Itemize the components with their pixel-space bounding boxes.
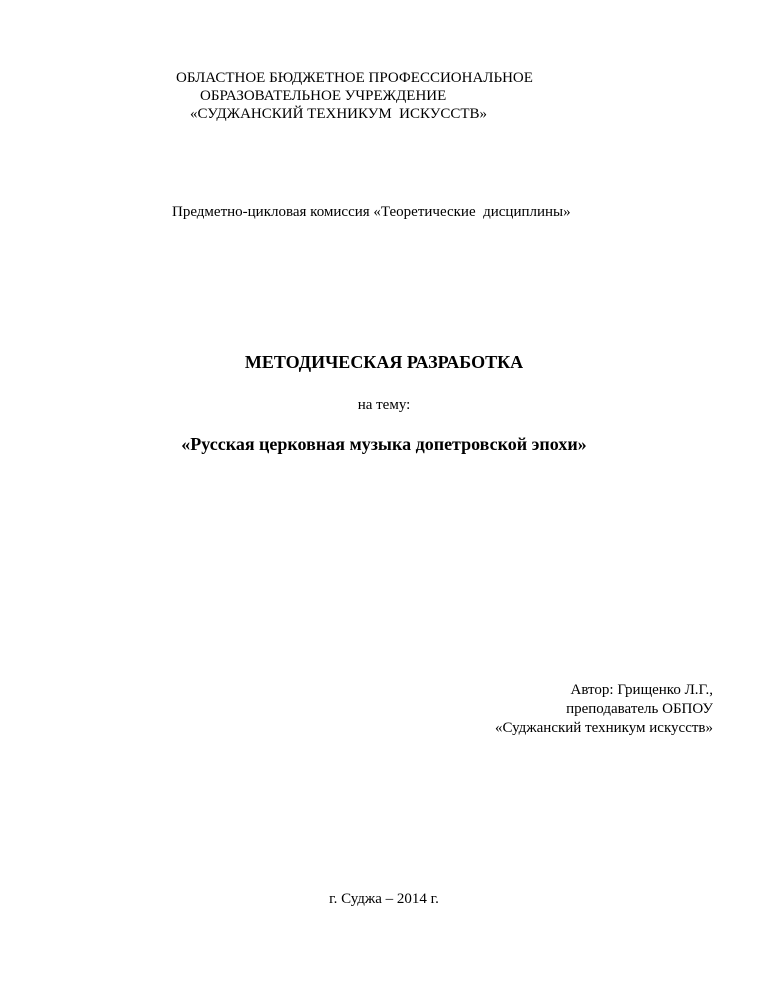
author-name: Автор: Грищенко Л.Г.,: [570, 682, 713, 698]
subject-prefix: на тему:: [357, 397, 411, 413]
header-institution-line-2: ОБРАЗОВАТЕЛЬНОЕ УЧРЕЖДЕНИЕ: [200, 88, 447, 104]
place-and-year: г. Суджа – 2014 г.: [329, 891, 439, 907]
header-institution-line-3: «СУДЖАНСКИЙ ТЕХНИКУМ ИСКУССТВ»: [190, 106, 487, 122]
header-institution-line-1: ОБЛАСТНОЕ БЮДЖЕТНОЕ ПРОФЕССИОНАЛЬНОЕ: [176, 70, 533, 86]
document-subject: «Русская церковная музыка допетровской эпохи»: [181, 434, 587, 454]
document-type-title: МЕТОДИЧЕСКАЯ РАЗРАБОТКА: [244, 352, 524, 372]
commission-line: Предметно-цикловая комиссия «Теоретические дисциплины»: [172, 204, 571, 220]
author-organization: «Суджанский техникум искусств»: [494, 720, 713, 736]
author-position: преподаватель ОБПОУ: [566, 701, 713, 717]
